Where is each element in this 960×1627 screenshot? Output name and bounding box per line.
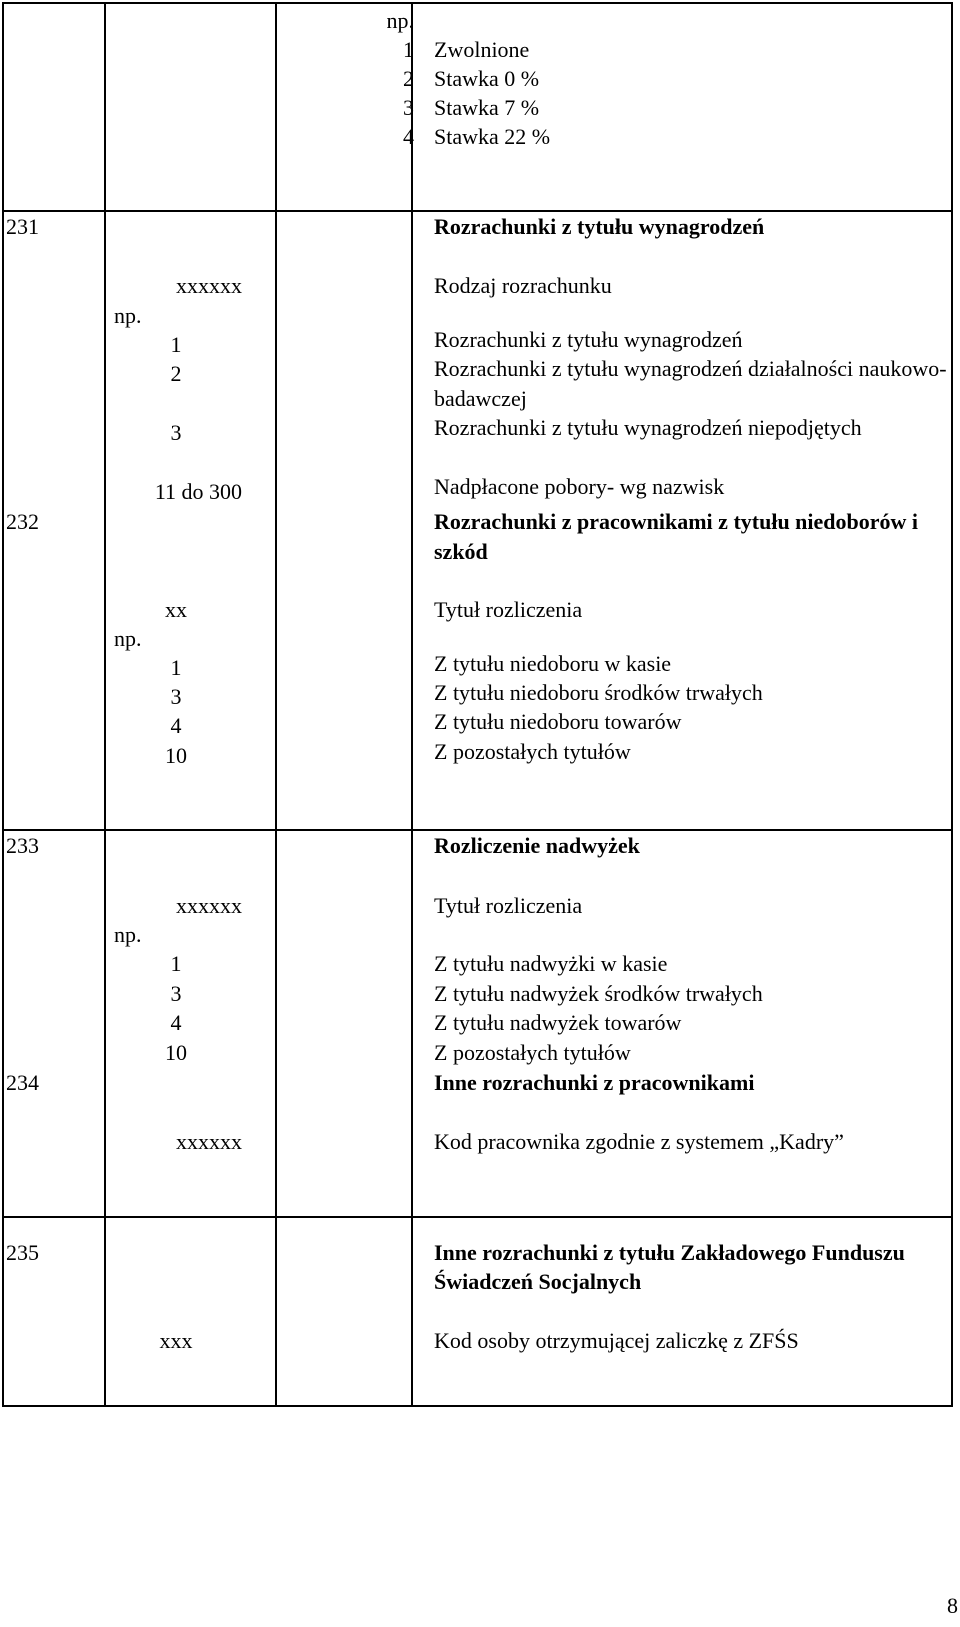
np-label: np. xyxy=(114,303,142,328)
sub-item: Z tytułu niedoboru środków trwałych xyxy=(434,680,763,705)
sub-code: 4 xyxy=(170,1010,182,1035)
sub-item: Nadpłacone pobory- wg nazwisk xyxy=(434,474,725,499)
account-code: 233 xyxy=(6,833,39,858)
sub-item: Z pozostałych tytułów xyxy=(434,1040,631,1065)
sub-item: Z tytułu nadwyżek towarów xyxy=(434,1010,682,1035)
np-label: np. xyxy=(386,8,414,33)
sub-item: Rozrachunki z tytułu wynagrodzeń działalności naukowo-badawczej xyxy=(434,356,947,411)
account-title: Rozrachunki z pracownikami z tytułu niedoborów i szkód xyxy=(434,509,919,564)
np-label: np. xyxy=(114,626,142,651)
section-kind: Kod pracownika zgodnie z systemem „Kadry” xyxy=(434,1129,844,1154)
table-border-left xyxy=(2,2,4,1407)
code-placeholder: xxxxxx xyxy=(176,273,242,298)
sub-code: 3 xyxy=(170,684,182,709)
account-code: 231 xyxy=(6,214,39,239)
sub-item: Z tytułu niedoboru towarów xyxy=(434,709,682,734)
account-title: Inne rozrachunki z pracownikami xyxy=(434,1070,755,1095)
sub-code: 2 xyxy=(170,361,182,386)
account-title: Rozliczenie nadwyżek xyxy=(434,833,640,858)
code-placeholder: xxxxxx xyxy=(176,893,242,918)
section-kind: Kod osoby otrzymującej zaliczkę z ZFŚS xyxy=(434,1328,799,1353)
sub-item: Rozrachunki z tytułu wynagrodzeń niepodjętych xyxy=(434,415,862,440)
rate-code: 4 xyxy=(403,124,414,149)
account-code: 232 xyxy=(6,509,39,534)
rate-label: Zwolnione xyxy=(434,37,530,62)
rate-code: 2 xyxy=(403,66,414,91)
sub-code: 3 xyxy=(170,981,182,1006)
sub-code: 10 xyxy=(165,1040,187,1065)
sub-item: Rozrachunki z tytułu wynagrodzeń xyxy=(434,327,743,352)
sub-item: Z tytułu niedoboru w kasie xyxy=(434,651,672,676)
section-kind: Tytuł rozliczenia xyxy=(434,597,583,622)
rate-label: Stawka 22 % xyxy=(434,124,551,149)
rate-label: Stawka 0 % xyxy=(434,66,540,91)
sub-code: 1 xyxy=(170,951,182,976)
code-placeholder: xxx xyxy=(159,1328,193,1353)
rate-label: Stawka 7 % xyxy=(434,95,540,120)
sub-item: Z tytułu nadwyżek środków trwałych xyxy=(434,981,763,1006)
account-title: Rozrachunki z tytułu wynagrodzeń xyxy=(434,214,765,239)
table-divider xyxy=(2,1216,953,1218)
sub-item: Z tytułu nadwyżki w kasie xyxy=(434,951,668,976)
table-border-bottom xyxy=(2,1405,953,1407)
np-label: np. xyxy=(114,922,142,947)
sub-code: 10 xyxy=(165,743,187,768)
sub-code: 1 xyxy=(170,332,182,357)
table-border-top xyxy=(2,2,953,4)
page-number: 8 xyxy=(947,1593,958,1618)
code-placeholder: xx xyxy=(165,597,187,622)
account-code: 235 xyxy=(6,1240,39,1265)
column-divider xyxy=(411,2,413,1407)
sub-code: 1 xyxy=(170,655,182,680)
sub-item: Z pozostałych tytułów xyxy=(434,739,631,764)
account-title: Inne rozrachunki z tytułu Zakładowego Funduszu Świadczeń Socjalnych xyxy=(434,1240,905,1294)
code-placeholder: xxxxxx xyxy=(176,1129,242,1154)
section-kind: Rodzaj rozrachunku xyxy=(434,273,612,298)
section-kind: Tytuł rozliczenia xyxy=(434,893,583,918)
sub-code: 11 do 300 xyxy=(154,479,242,504)
rate-code: 1 xyxy=(403,37,414,62)
column-divider xyxy=(275,2,277,1407)
column-divider xyxy=(104,2,106,1407)
account-code: 234 xyxy=(6,1070,39,1095)
sub-code: 4 xyxy=(170,713,182,738)
rate-code: 3 xyxy=(403,95,414,120)
sub-code: 3 xyxy=(170,420,182,445)
